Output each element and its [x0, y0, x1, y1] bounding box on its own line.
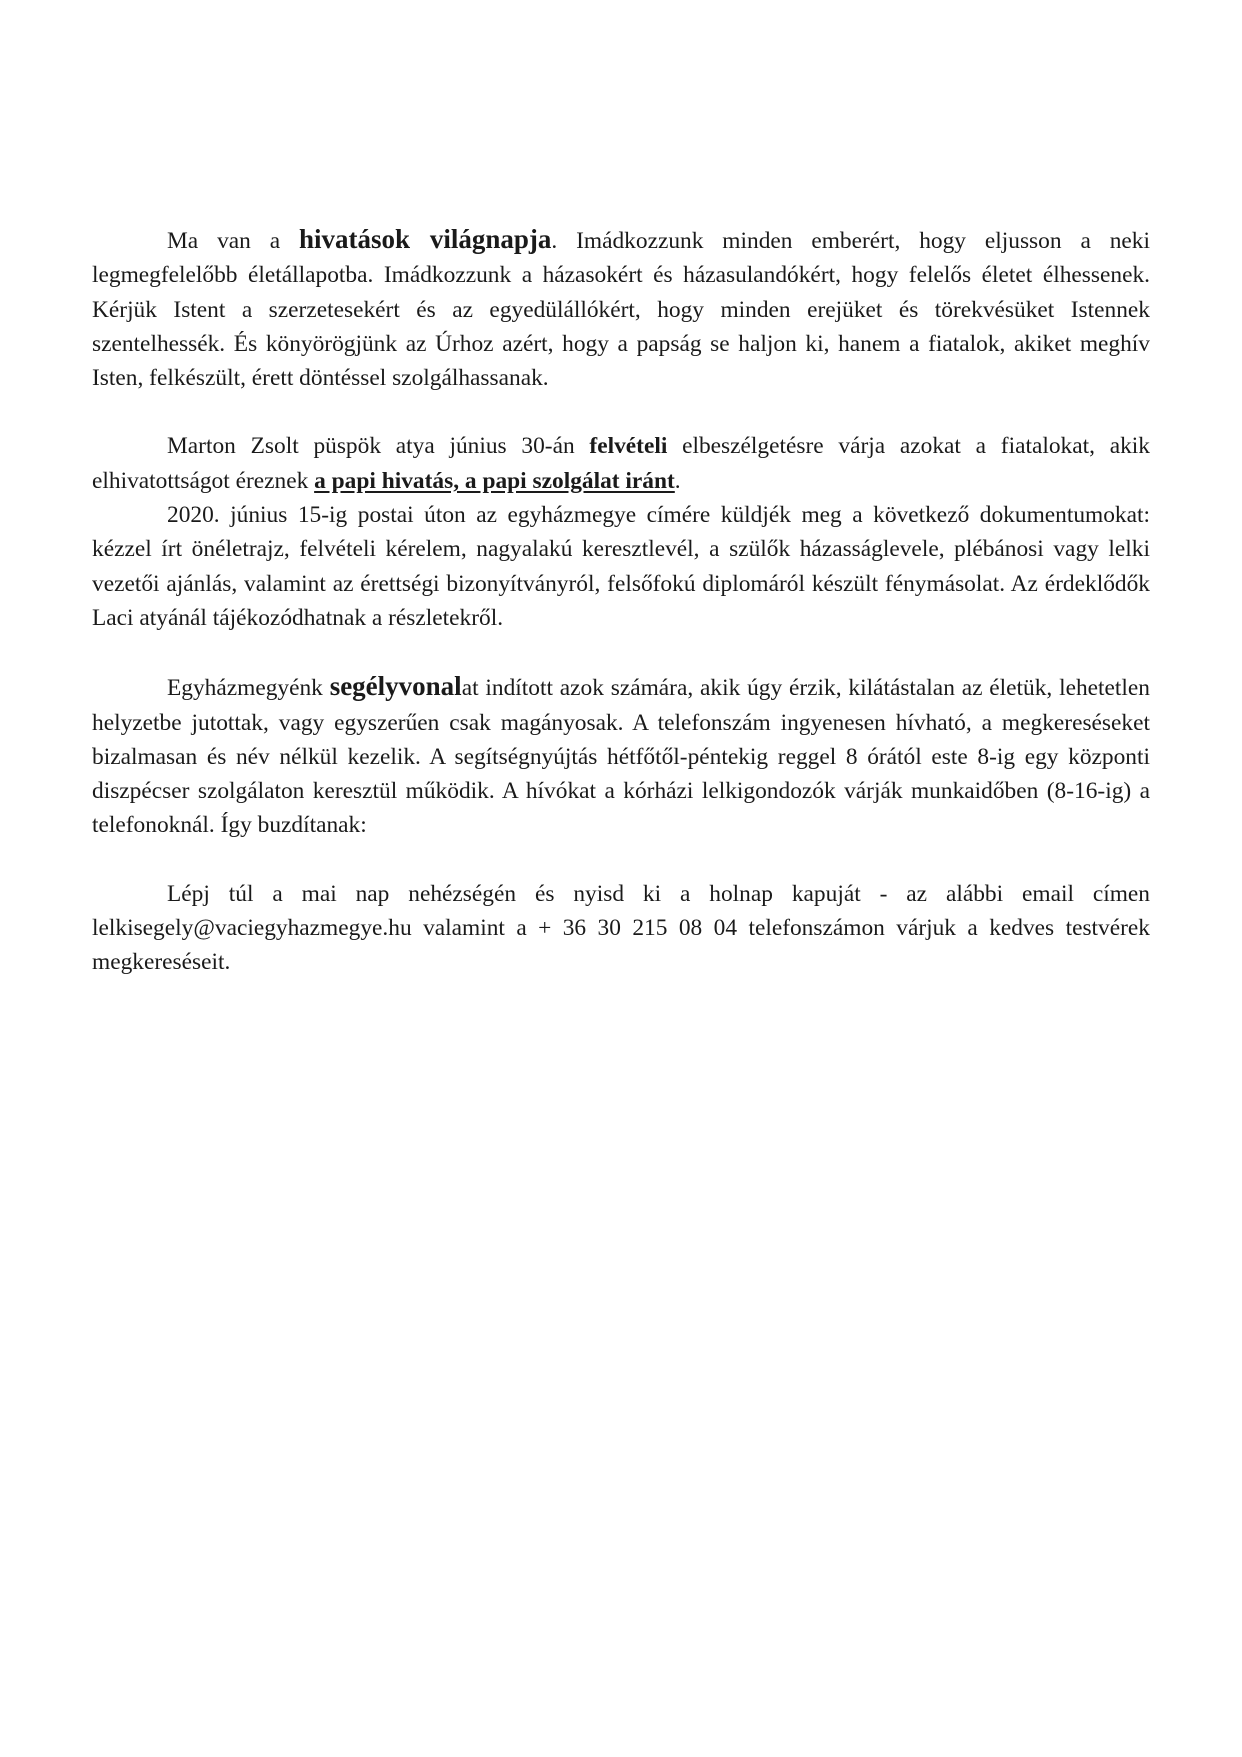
p5-intro: Lépj túl a mai nap nehézségén és nyisd ki a holnap kapuját - az alábbi email címen	[167, 880, 1150, 907]
contact-email[interactable]: lelkisegely@vaciegyhazmegye.hu	[92, 915, 412, 942]
p2-highlight: felvételi	[589, 433, 668, 460]
p3-text: 2020. június 15-ig postai úton az egyházmegye címére küldjék meg a következő dokumentumokat: kézzel írt önéletrajz, felvételi kérelem, nagyalakú keresztlevél, a szülők házasságlevele, plébánosi vagy lelki vezetői ajánlás, valamint az érettségi bizonyítványról, felsőfokú diplomáról készült fénymásolat. Az érdeklődők Laci atyánál tájékozódhatnak a részletekről.	[92, 502, 1150, 631]
paragraph-contact	[92, 877, 1150, 980]
p5-middle: valamint a	[411, 915, 539, 942]
document-page	[92, 222, 1150, 980]
paragraph-helpline	[92, 669, 1150, 842]
p4-rest: at indított azok számára, akik úgy érzik, kilátástalan az életük, lehetetlen helyzetbe jutottak, vagy egyszerűen csak magányosak. A telefonszám ingyenesen hívható, a megkereséseket bizalmasan és név nélkül kezelik. A segítségnyújtás hétfőtől-péntekig reggel 8 órától este 8-ig egy központi diszpécser szolgálaton keresztül működik. A hívókat a kórházi lelkigondozók várják munkaidőben (8-16-ig) a telefonoknál. Így buzdítanak:	[92, 675, 1150, 839]
p5-end: telefonszámon várjuk a kedves testvérek megkereséseit.	[92, 915, 1150, 976]
contact-phone[interactable]: + 36 30 215 08 04	[538, 915, 738, 942]
p2-intro: Marton Zsolt püspök atya június 30-án	[167, 433, 590, 460]
p1-highlight: hivatások világnapja	[299, 224, 552, 254]
p1-intro: Ma van a	[167, 228, 300, 254]
p4-highlight: segélyvonal	[329, 671, 462, 702]
p4-intro: Egyházmegyénk	[167, 675, 330, 702]
p2-link[interactable]: a papi hivatás, a papi szolgálat iránt	[314, 467, 675, 494]
paragraph-admission	[92, 429, 1150, 498]
p2-end: .	[674, 467, 681, 494]
paragraph-documents	[92, 498, 1150, 635]
p1-rest: . Imádkozzunk minden emberért, hogy eljusson a neki legmegfelelőbb életállapotba. Imádkozzunk a házasokért és házasulandókért, hogy felelős életet élhessenek. Kérjük Istent a szerzetesekért és az egyedülállókért, hogy minden erejüket és törekvésüket Istennek szentelhessék. És könyörögjünk az Úrhoz azért, hogy a papság se haljon ki, hanem a fiatalok, akiket meghív Isten, felkészült, érett döntéssel szolgálhassanak.	[92, 228, 1150, 392]
p2-middle: elbeszélgetésre várja azokat a fiatalokat, akik elhivatottságot éreznek	[92, 433, 1150, 494]
paragraph-vocations-day	[92, 222, 1150, 395]
